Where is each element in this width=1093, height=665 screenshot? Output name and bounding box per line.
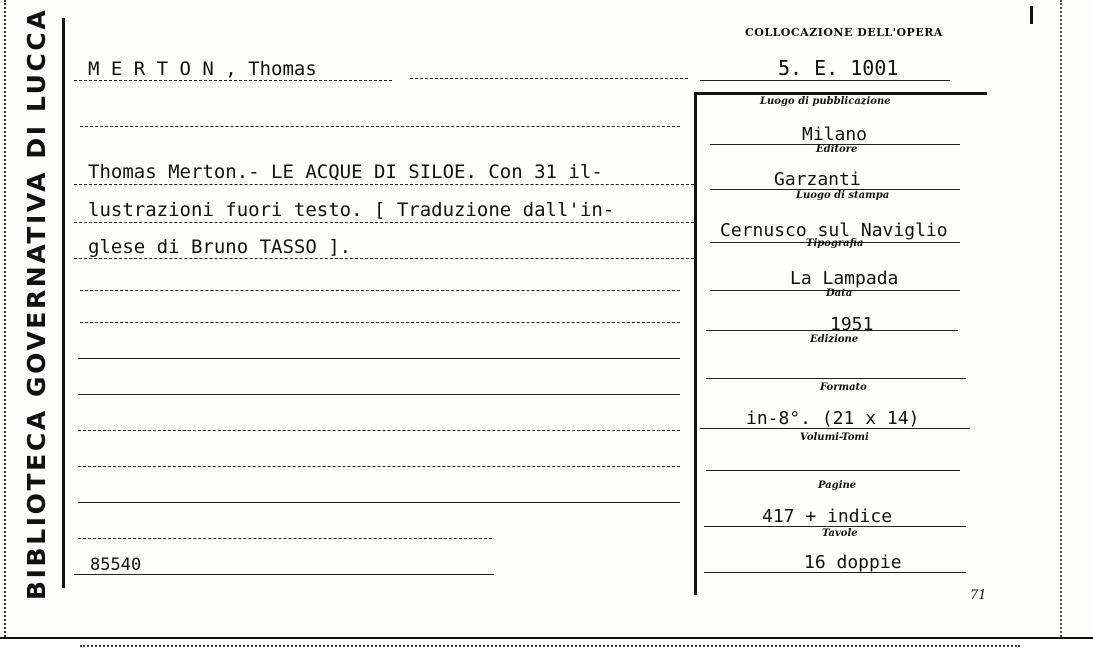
- field-value-tipografia: La Lampada: [790, 268, 899, 289]
- field-rule: [704, 526, 966, 527]
- shelfmark: 5. E. 1001: [778, 56, 899, 80]
- ruled-line: [74, 222, 694, 223]
- field-rule: [700, 428, 970, 429]
- collocation-header: COLLOCAZIONE DELL'OPERA: [745, 26, 943, 39]
- field-rule: [706, 470, 960, 471]
- ruled-line: [74, 258, 694, 259]
- description-line-1: Thomas Merton.- LE ACQUE DI SILOE. Con 31 il-: [88, 161, 603, 183]
- perforated-edge: [0, 0, 6, 640]
- bottom-dotted-line: [80, 645, 1020, 647]
- ruled-line: [80, 290, 680, 291]
- field-rule: [706, 378, 966, 379]
- field-value-tavole: 16 doppie: [804, 552, 902, 573]
- ruled-line: [78, 358, 680, 359]
- handwritten-mark: 71: [970, 588, 987, 603]
- field-rule: [706, 330, 958, 331]
- field-value-pagine: 417 + indice: [762, 506, 893, 527]
- field-value-editore: Garzanti: [774, 169, 861, 190]
- field-value-luogo-stampa: Cernusco sul Naviglio: [720, 220, 948, 241]
- field-value-formato: in-8°. (21 x 14): [746, 408, 920, 429]
- ruled-line: [410, 78, 688, 79]
- author-underline: [74, 80, 392, 81]
- ruled-line: [78, 502, 680, 503]
- field-label-tavole: Tavole: [822, 528, 858, 539]
- corner-tick: [1030, 6, 1033, 24]
- inventory-number: 85540: [90, 555, 142, 575]
- ruled-line: [78, 538, 492, 539]
- author-heading: M E R T O N , Thomas: [88, 58, 317, 80]
- field-label-edizione: Edizione: [810, 334, 859, 345]
- card-bottom-strip: [0, 637, 1093, 665]
- description-line-3: glese di Bruno TASSO ].: [88, 236, 352, 258]
- ruled-line: [78, 466, 680, 467]
- field-label-luogo-stampa: Luogo di stampa: [796, 190, 890, 201]
- margin-rule: [62, 18, 65, 588]
- field-label-editore: Editore: [816, 144, 858, 155]
- field-value-data: 1951: [830, 314, 874, 335]
- field-rule: [704, 572, 966, 573]
- field-label-formato: Formato: [820, 382, 867, 393]
- field-value-luogo-pubblicazione: Milano: [802, 124, 868, 145]
- inventory-rule: [74, 574, 494, 575]
- ruled-line: [80, 322, 680, 323]
- ruled-line: [78, 430, 680, 431]
- description-line-2: lustrazioni fuori testo. [ Traduzione dall'in-: [88, 199, 615, 221]
- ruled-line: [80, 126, 680, 127]
- field-label-luogo-pubblicazione: Luogo di pubblicazione: [760, 96, 891, 107]
- library-name: BIBLIOTECA GOVERNATIVA DI LUCCA: [22, 7, 51, 600]
- right-dotted-edge: [1060, 0, 1062, 640]
- ruled-line: [78, 394, 680, 395]
- field-label-volumi-tomi: Volumi-Tomi: [800, 432, 869, 443]
- field-label-pagine: Pagine: [818, 480, 857, 491]
- shelfmark-rule: [700, 80, 950, 81]
- field-label-tipografia: Tipografia: [806, 238, 864, 249]
- field-label-data: Data: [826, 288, 853, 299]
- ruled-line: [74, 184, 694, 185]
